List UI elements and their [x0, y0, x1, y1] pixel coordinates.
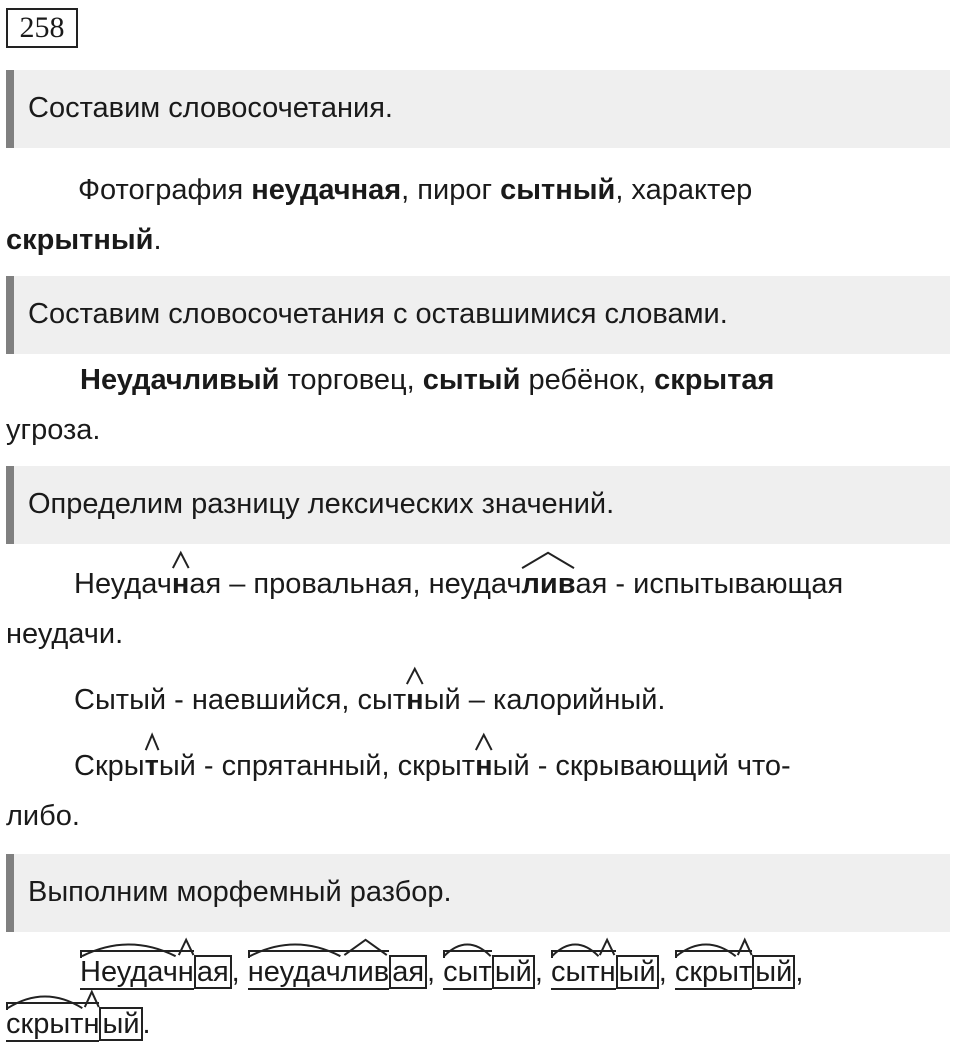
section-header-4 — [6, 854, 950, 932]
suffix-mark-icon — [737, 938, 752, 956]
section-header-3 — [6, 466, 950, 544]
text-fragment: ая – провальная, неудач — [189, 568, 522, 600]
section-header-2 — [6, 276, 950, 354]
bold-word: скрытный — [6, 224, 154, 256]
suffix-letter: н — [406, 684, 424, 716]
bold-word: скрытая — [654, 364, 775, 396]
meaning-line-1-cont — [6, 616, 123, 652]
separator: , — [427, 956, 444, 988]
text-fragment: либо. — [6, 800, 80, 832]
sentence-1-line-2 — [6, 222, 162, 258]
stem-underline-icon — [6, 1040, 99, 1042]
text-fragment: ый - спрятанный, скрыт — [158, 750, 476, 782]
ending-box: ый — [752, 955, 795, 989]
task-number: 258 — [6, 8, 78, 48]
ending-box: ая — [389, 955, 427, 989]
meaning-line-3-cont — [6, 798, 80, 834]
separator: , — [658, 956, 675, 988]
root-arc-icon — [443, 940, 492, 958]
stem-underline-icon — [675, 988, 752, 990]
suffix-marked — [145, 750, 159, 782]
root-arc-icon — [551, 940, 599, 958]
suffix-mark-icon — [178, 938, 194, 956]
morpheme-word — [443, 954, 535, 990]
separator: . — [142, 1008, 151, 1040]
separator: , — [534, 956, 551, 988]
suffix-mark-icon — [406, 667, 424, 685]
bold-word: неудачная — [251, 174, 402, 206]
meaning-line-1 — [74, 566, 843, 602]
section-header-1 — [6, 70, 950, 148]
ending-box: ый — [99, 1007, 142, 1041]
meaning-line-3 — [74, 748, 791, 784]
ending-box: ый — [616, 955, 659, 989]
morpheme-word — [675, 954, 796, 990]
text-fragment: ый - скрывающий что- — [492, 750, 791, 782]
suffix-mark-icon — [342, 938, 389, 956]
text-fragment: . — [153, 224, 162, 256]
root-arc-icon — [80, 940, 178, 958]
stem-underline-icon — [248, 988, 389, 990]
morph-line-2 — [6, 1006, 151, 1042]
text-fragment: Фотография — [78, 174, 252, 206]
text-fragment: ый – калорийный. — [423, 684, 666, 716]
section-header-3-text: Определим разницу лексических значений. — [28, 488, 615, 520]
separator: , — [231, 956, 248, 988]
suffix-marked — [475, 750, 493, 782]
stem-underline-icon — [551, 988, 616, 990]
text-fragment: Сытый - наевшийся, сыт — [74, 684, 407, 716]
text-fragment: торговец, — [279, 364, 423, 396]
separator: , — [795, 956, 804, 988]
text-fragment: ребёнок, — [520, 364, 655, 396]
suffix-marked — [172, 568, 190, 600]
sentence-2-line-1 — [80, 362, 774, 398]
suffix-letters: лив — [521, 568, 576, 600]
sentence-2-line-2 — [6, 412, 101, 448]
word-stem: сытн — [551, 956, 616, 988]
morpheme-word — [551, 954, 659, 990]
section-header-1-text: Составим словосочетания. — [28, 92, 393, 124]
word-stem: Неудачн — [80, 956, 194, 988]
morph-line-1 — [80, 954, 803, 990]
text-fragment: Скры — [74, 750, 145, 782]
morpheme-word — [80, 954, 232, 990]
text-fragment: , пирог — [401, 174, 501, 206]
suffix-mark-icon — [475, 733, 493, 751]
suffix-marked — [521, 568, 575, 600]
suffix-letter: н — [171, 568, 190, 600]
ending-box: ый — [492, 955, 535, 989]
suffix-mark-icon — [599, 938, 615, 956]
suffix-letter: т — [144, 750, 159, 782]
section-header-2-text: Составим словосочетания с оставшимися словами. — [28, 298, 728, 330]
word-stem: сыт — [443, 956, 492, 988]
text-fragment: ая - испытывающая — [575, 568, 844, 600]
meaning-line-2 — [74, 682, 665, 718]
suffix-mark-icon — [172, 551, 190, 569]
morpheme-word — [248, 954, 427, 990]
sentence-1-line-1 — [78, 172, 752, 208]
suffix-marked — [406, 684, 424, 716]
text-fragment: Неудач — [74, 568, 172, 600]
text-fragment: угроза. — [6, 414, 101, 446]
suffix-letter: н — [475, 750, 493, 782]
suffix-mark-icon — [145, 733, 159, 751]
word-stem: скрыт — [675, 956, 752, 988]
word-stem: скрытн — [6, 1008, 99, 1040]
bold-word: сытый — [422, 364, 521, 396]
word-stem: неудачлив — [248, 956, 389, 988]
bold-word: Неудачливый — [80, 364, 280, 396]
text-fragment: неудачи. — [6, 618, 124, 650]
suffix-mark-icon — [521, 551, 575, 569]
ending-box: ая — [194, 955, 232, 989]
bold-word: сытный — [500, 174, 616, 206]
morpheme-word — [6, 1006, 143, 1042]
root-arc-icon — [675, 940, 737, 958]
root-arc-icon — [6, 992, 84, 1010]
root-arc-icon — [248, 940, 342, 958]
text-fragment: , характер — [615, 174, 753, 206]
stem-underline-icon — [443, 988, 492, 990]
suffix-mark-icon — [84, 990, 100, 1008]
section-header-4-text: Выполним морфемный разбор. — [28, 876, 452, 908]
